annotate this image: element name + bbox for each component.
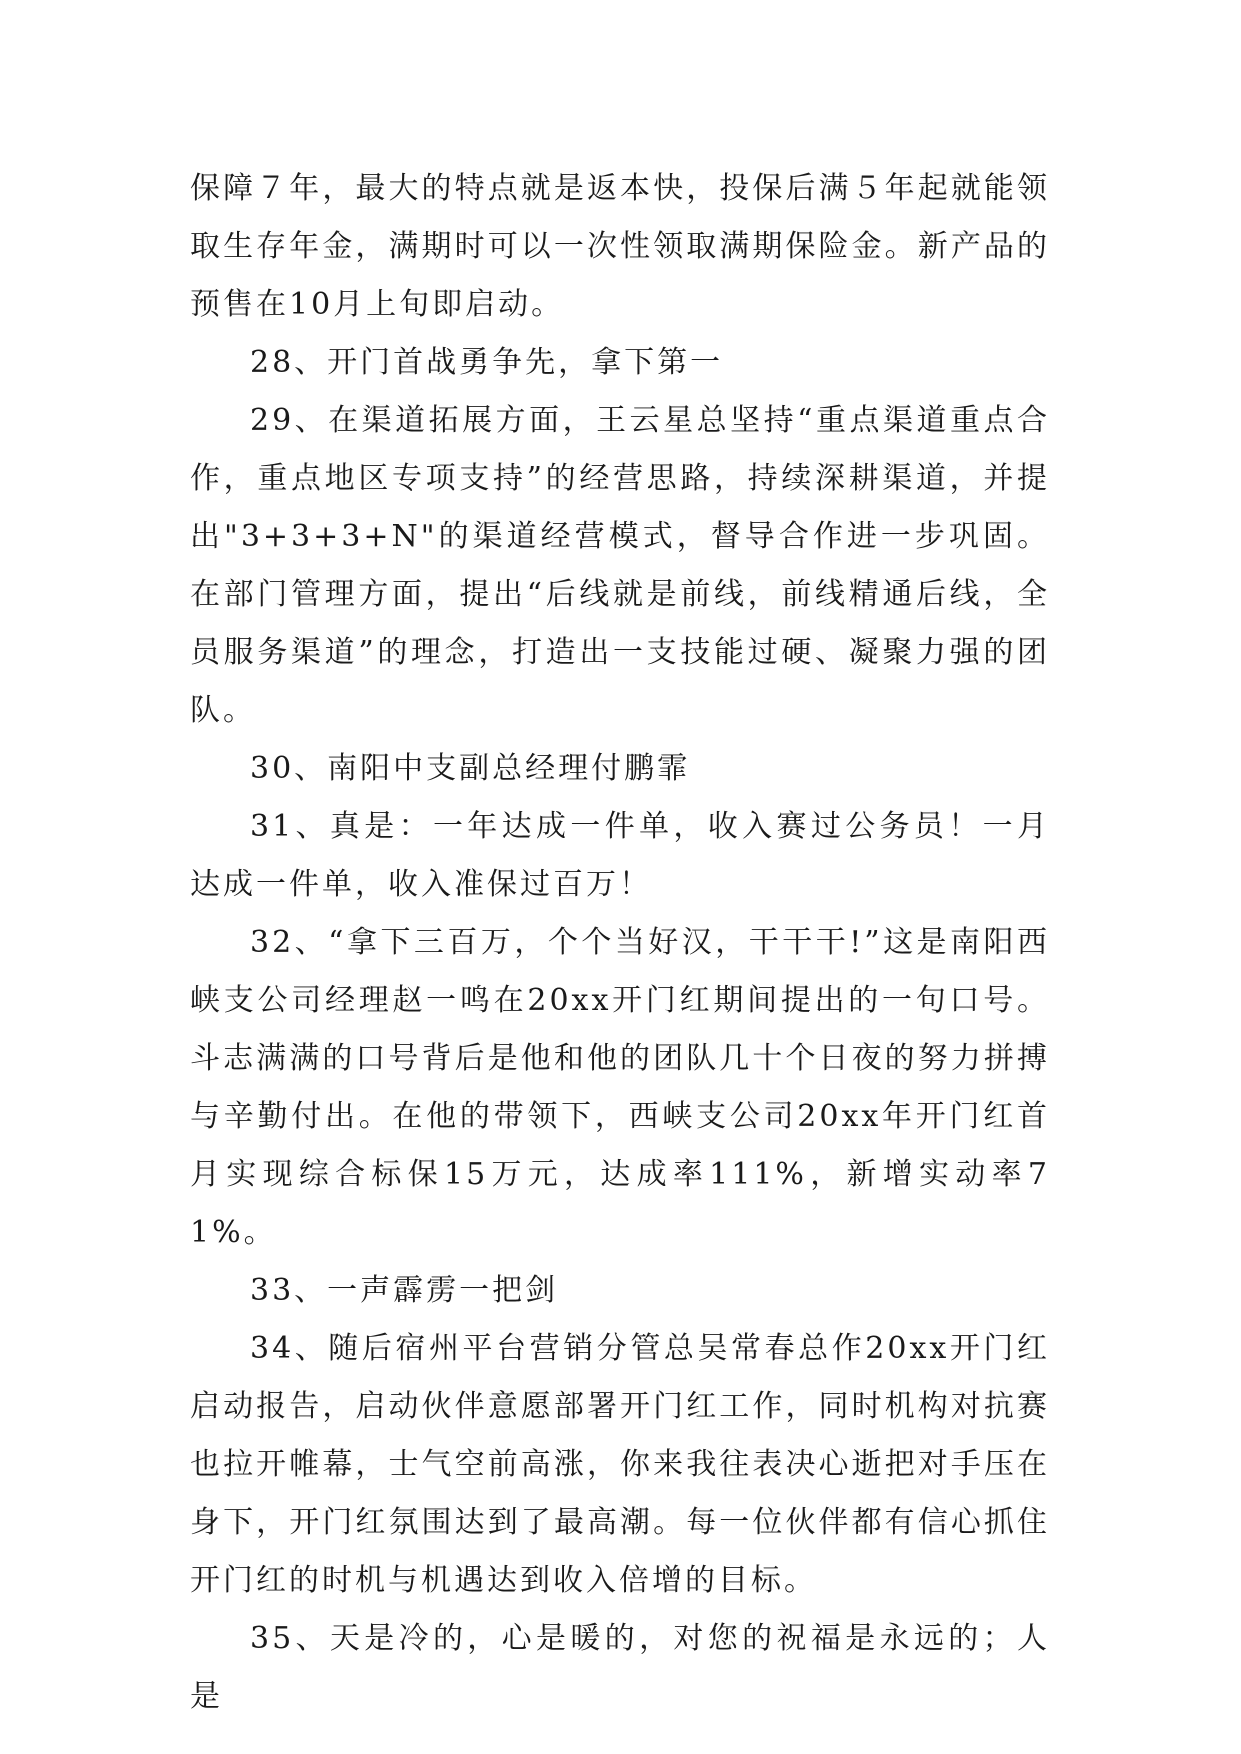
paragraph-33: 33、一声霹雳一把剑 xyxy=(250,1273,559,1308)
paragraph-28: 28、开门首战勇争先，拿下第一 xyxy=(250,345,724,380)
paragraph-29: 29、在渠道拓展方面，王云星总坚持“重点渠道重点合作，重点地区专项支持”的经营思路，持续深耕渠道，并提出"3+3+3+N"的渠道经营模式，督导合作进一步巩固。在部门管理方面，提出“后线就是前线，前线精通后线，全员服务渠道”的理念，打造出一支技能过硬、凝聚力强的团队。 xyxy=(190,403,1050,728)
paragraph-continuation: 保障７年，最大的特点就是返本快，投保后满５年起就能领取生存年金，满期时可以一次性领取满期保险金。新产品的预售在10月上旬即启动。 xyxy=(190,171,1050,322)
paragraph-30: 30、南阳中支副总经理付鹏霏 xyxy=(250,751,691,786)
document-body xyxy=(190,160,1050,1726)
paragraph-31: 31、真是：一年达成一件单，收入赛过公务员！一月达成一件单，收入准保过百万！ xyxy=(190,809,1050,902)
paragraph-34: 34、随后宿州平台营销分管总吴常春总作20xx开门红启动报告，启动伙伴意愿部署开门红工作，同时机构对抗赛也拉开帷幕，士气空前高涨，你来我往表决心逝把对手压在身下，开门红氛围达到了最高潮。每一位伙伴都有信心抓住开门红的时机与机遇达到收入倍增的目标。 xyxy=(190,1331,1050,1598)
paragraph-35: 35、天是冷的，心是暖的，对您的祝福是永远的；人是 xyxy=(190,1621,1050,1714)
paragraph-32: 32、“拿下三百万，个个当好汉，干干干!”这是南阳西峡支公司经理赵一鸣在20xx开门红期间提出的一句口号。斗志满满的口号背后是他和他的团队几十个日夜的努力拼搏与辛勤付出。在他的带领下，西峡支公司20xx年开门红首月实现综合标保15万元，达成率111%，新增实动率71%。 xyxy=(190,925,1050,1250)
